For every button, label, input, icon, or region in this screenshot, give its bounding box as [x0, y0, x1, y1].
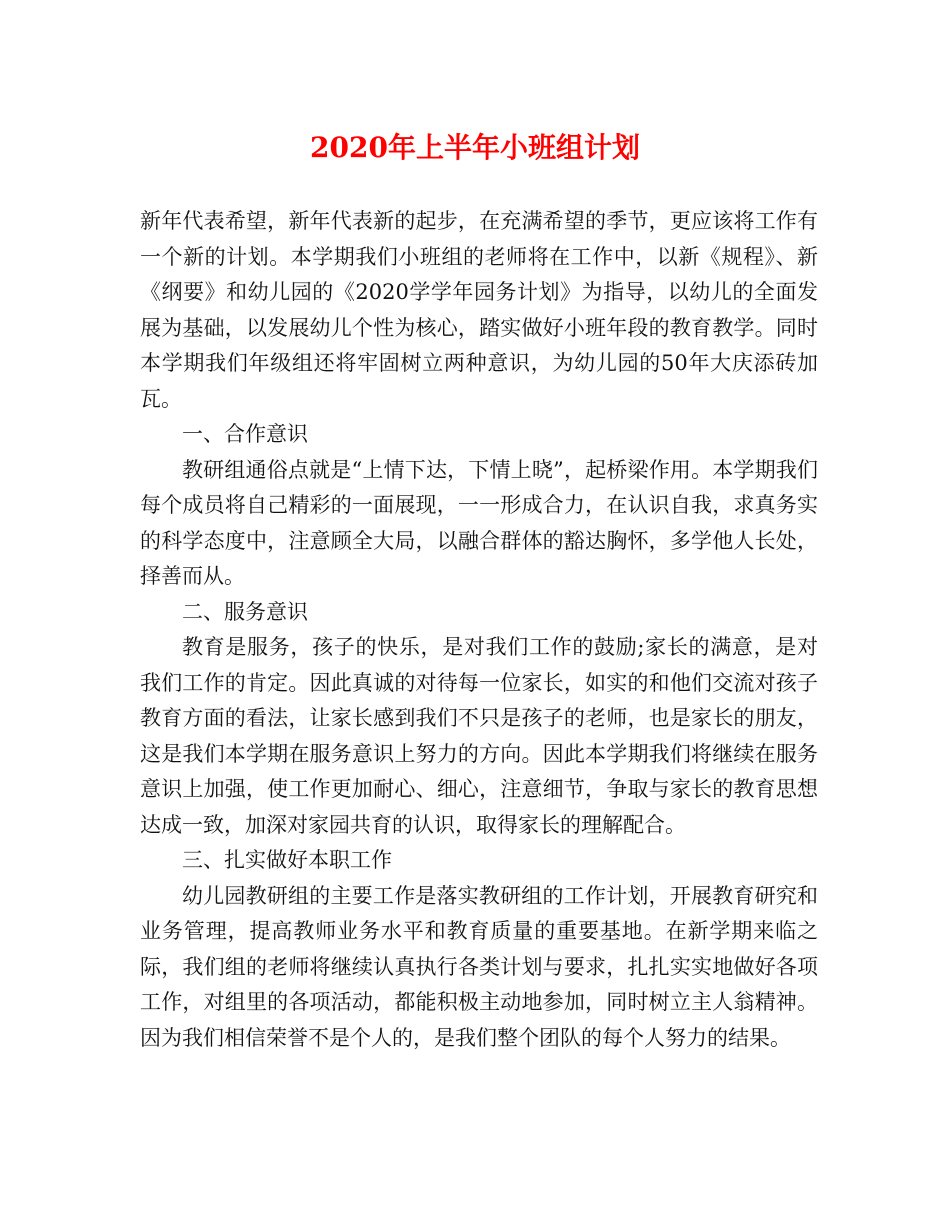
section-paragraph-cooperation: 教研组通俗点就是“上情下达，下情上晓”，起桥梁作用。本学期我们每个成员将自己精彩的一面展现，一一形成合力，在认识自我，求真务实的科学态度中，注意顾全大局，以融合群体的豁达胸怀，多学他人长处，择善而从。: [140, 457, 818, 588]
section-heading-duty: 三、扎实做好本职工作: [182, 848, 392, 872]
section-paragraph-duty: 幼儿园教研组的主要工作是落实教研组的工作计划，开展教育研究和业务管理，提高教师业务水平和教育质量的重要基地。在新学期来临之际，我们组的老师将继续认真执行各类计划与要求，扎扎实实地做好各项工作，对组里的各项活动，都能积极主动地参加，同时树立主人翁精神。因为我们相信荣誉不是个人的，是我们整个团队的每个人努力的结果。: [140, 883, 818, 1050]
section-heading-service: 二、服务意识: [182, 599, 308, 624]
intro-paragraph: 新年代表希望，新年代表新的起步，在充满希望的季节，更应该将工作有一个新的计划。本学期我们小班组的老师将在工作中，以新《规程》、新《纲要》和幼儿园的《2020学学年园务计划》为指导，以幼儿的全面发展为基础，以发展幼儿个性为核心，踏实做好小班年段的教育教学。同时本学期我们年级组还将牢固树立两种意识，为幼儿园的50年大庆添砖加瓦。: [140, 209, 818, 411]
section-heading-cooperation: 一、合作意识: [182, 422, 308, 446]
document-title: 2020年上半年小班组计划: [310, 131, 640, 164]
section-paragraph-service: 教育是服务，孩子的快乐，是对我们工作的鼓励;家长的满意，是对我们工作的肯定。因此真诚的对待每一位家长，如实的和他们交流对孩子教育方面的看法，让家长感到我们不只是孩子的老师，也是家长的朋友，这是我们本学期在服务意识上努力的方向。因此本学期我们将继续在服务意识上加强，使工作更加耐心、细心，注意细节，争取与家长的教育思想达成一致，加深对家园共育的认识，取得家长的理解配合。: [140, 635, 818, 837]
document-body: [140, 204, 818, 1056]
